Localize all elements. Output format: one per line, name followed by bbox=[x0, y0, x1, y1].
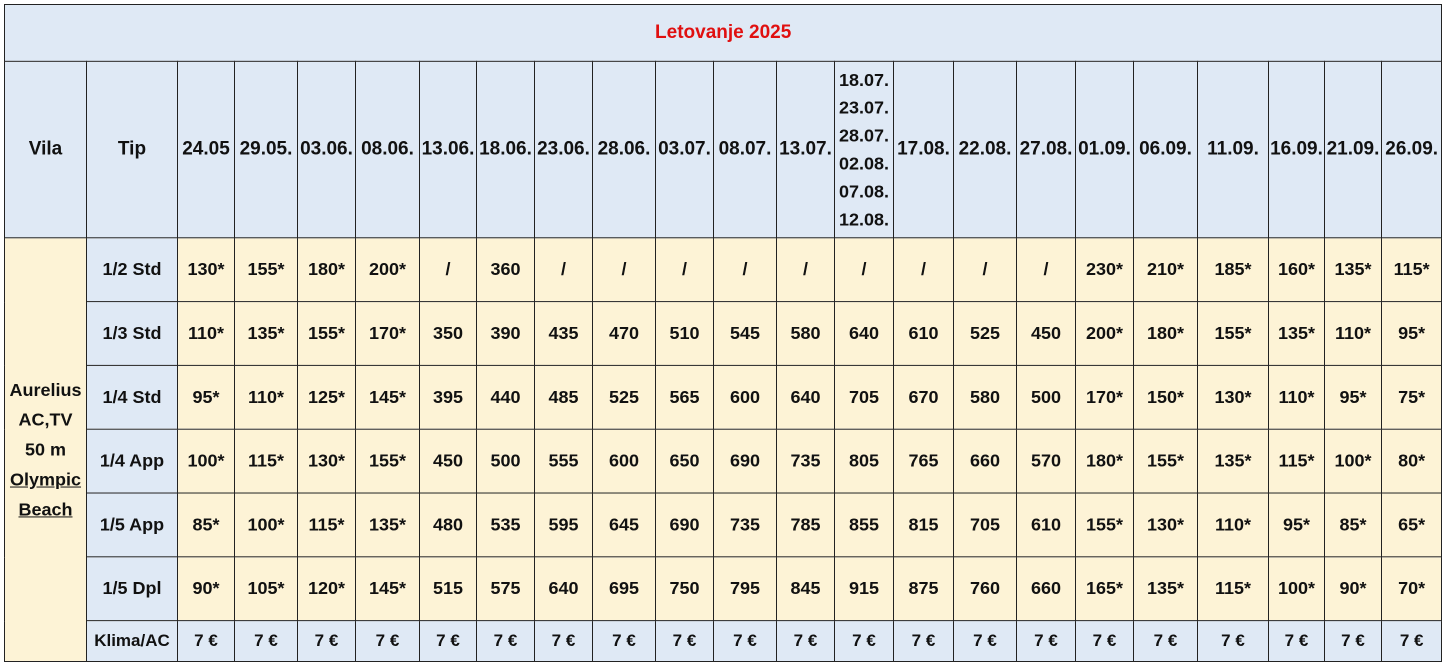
price-cell: 470 bbox=[593, 302, 656, 366]
price-cell: 155* bbox=[298, 302, 356, 366]
price-cell: / bbox=[535, 238, 593, 302]
ac-price-cell: 7 € bbox=[1134, 621, 1198, 662]
price-cell: 695 bbox=[593, 557, 656, 621]
price-cell: 640 bbox=[777, 365, 835, 429]
price-cell: 90* bbox=[178, 557, 235, 621]
header-date bbox=[477, 61, 535, 237]
room-type-cell: 1/5 App bbox=[87, 493, 178, 557]
header-date-label: 18.06. bbox=[479, 138, 532, 160]
price-cell: 115* bbox=[1269, 429, 1325, 493]
beach-link[interactable]: Olympic bbox=[9, 469, 82, 490]
header-date-label: 28.06. bbox=[597, 138, 651, 160]
price-cell: 650 bbox=[656, 429, 714, 493]
table-row bbox=[5, 493, 1442, 557]
price-cell: 115* bbox=[1382, 238, 1442, 302]
price-cell: 705 bbox=[835, 365, 894, 429]
price-cell: 735 bbox=[777, 429, 835, 493]
header-date-label: 06.09. bbox=[1139, 138, 1192, 160]
price-cell: 750 bbox=[656, 557, 714, 621]
price-table-body bbox=[5, 4, 1442, 661]
price-cell: 70* bbox=[1382, 557, 1442, 621]
price-cell: 660 bbox=[954, 429, 1017, 493]
price-cell: 185* bbox=[1198, 238, 1269, 302]
header-date bbox=[777, 61, 835, 237]
ac-price-cell: 7 € bbox=[1325, 621, 1382, 662]
ac-price-cell: 7 € bbox=[298, 621, 356, 662]
price-cell: 135* bbox=[1198, 429, 1269, 493]
price-cell: 135* bbox=[1325, 238, 1382, 302]
beach-link[interactable]: Beach bbox=[18, 499, 73, 520]
price-cell: 600 bbox=[593, 429, 656, 493]
price-cell: 145* bbox=[356, 557, 420, 621]
price-cell: 130* bbox=[178, 238, 235, 302]
ac-price-cell: 7 € bbox=[777, 621, 835, 662]
header-date bbox=[656, 61, 714, 237]
price-cell: 230* bbox=[1076, 238, 1134, 302]
price-cell: 805 bbox=[835, 429, 894, 493]
header-date-label: 08.06. bbox=[361, 138, 414, 160]
price-cell: 155* bbox=[235, 238, 298, 302]
header-date-label: 29.05. bbox=[239, 138, 293, 160]
price-cell: 450 bbox=[1017, 302, 1076, 366]
table-title: Letovanje 2025 bbox=[655, 21, 792, 43]
price-cell: 115* bbox=[1198, 557, 1269, 621]
price-cell: 640 bbox=[835, 302, 894, 366]
header-date bbox=[714, 61, 777, 237]
price-table bbox=[4, 4, 1442, 662]
price-cell: 580 bbox=[777, 302, 835, 366]
price-cell: 155* bbox=[356, 429, 420, 493]
price-cell: / bbox=[714, 238, 777, 302]
ac-price-cell: 7 € bbox=[593, 621, 656, 662]
price-cell: 150* bbox=[1134, 365, 1198, 429]
price-cell: 115* bbox=[298, 493, 356, 557]
table-row bbox=[5, 238, 1442, 302]
price-cell: 180* bbox=[298, 238, 356, 302]
price-cell: 595 bbox=[535, 493, 593, 557]
price-cell: / bbox=[894, 238, 954, 302]
ac-price-cell: 7 € bbox=[1198, 621, 1269, 662]
price-cell: 610 bbox=[894, 302, 954, 366]
price-cell: 545 bbox=[714, 302, 777, 366]
price-cell: 525 bbox=[593, 365, 656, 429]
price-cell: 100* bbox=[178, 429, 235, 493]
price-cell: 705 bbox=[954, 493, 1017, 557]
price-cell: / bbox=[835, 238, 894, 302]
ac-price-cell: 7 € bbox=[535, 621, 593, 662]
header-date-label: 03.07. bbox=[658, 138, 711, 160]
table-row bbox=[5, 302, 1442, 366]
price-cell: 95* bbox=[1382, 302, 1442, 366]
price-cell: 640 bbox=[535, 557, 593, 621]
ac-price-cell: 7 € bbox=[356, 621, 420, 662]
header-date-label: 01.09. bbox=[1078, 138, 1131, 160]
header-date-label: 23.07. bbox=[838, 97, 890, 118]
price-cell: 100* bbox=[235, 493, 298, 557]
ac-price-cell: 7 € bbox=[835, 621, 894, 662]
price-cell: 510 bbox=[656, 302, 714, 366]
header-date-label: 17.08. bbox=[897, 138, 950, 160]
ac-price-cell: 7 € bbox=[656, 621, 714, 662]
header-date-label: 16.09. bbox=[1270, 138, 1323, 160]
room-type-cell: 1/4 Std bbox=[87, 365, 178, 429]
price-cell: 155* bbox=[1076, 493, 1134, 557]
header-date bbox=[1017, 61, 1076, 237]
price-cell: 130* bbox=[1198, 365, 1269, 429]
villa-cell bbox=[5, 238, 87, 662]
price-cell: 610 bbox=[1017, 493, 1076, 557]
price-cell: 65* bbox=[1382, 493, 1442, 557]
price-cell: 580 bbox=[954, 365, 1017, 429]
price-cell: 670 bbox=[894, 365, 954, 429]
header-date-label: 11.09. bbox=[1207, 138, 1259, 160]
price-cell: 155* bbox=[1198, 302, 1269, 366]
price-cell: 875 bbox=[894, 557, 954, 621]
ac-price-cell: 7 € bbox=[477, 621, 535, 662]
ac-label-cell: Klima/AC bbox=[87, 621, 178, 662]
price-cell: 100* bbox=[1269, 557, 1325, 621]
header-date-label: 13.06. bbox=[421, 138, 475, 160]
price-cell: 500 bbox=[477, 429, 535, 493]
price-cell: 535 bbox=[477, 493, 535, 557]
price-cell: 110* bbox=[235, 365, 298, 429]
header-date bbox=[420, 61, 477, 237]
header-date-label: 28.07. bbox=[838, 125, 890, 146]
price-cell: 845 bbox=[777, 557, 835, 621]
price-cell: 165* bbox=[1076, 557, 1134, 621]
header-date-label: 07.08. bbox=[838, 181, 890, 202]
price-cell: 360 bbox=[477, 238, 535, 302]
price-cell: / bbox=[954, 238, 1017, 302]
header-date-label: 18.07. bbox=[838, 69, 890, 90]
price-cell: 570 bbox=[1017, 429, 1076, 493]
header-date bbox=[1198, 61, 1269, 237]
price-cell: 110* bbox=[1269, 365, 1325, 429]
price-cell: 815 bbox=[894, 493, 954, 557]
price-cell: 200* bbox=[356, 238, 420, 302]
header-date-label: 24.05 bbox=[182, 138, 230, 160]
price-cell: 435 bbox=[535, 302, 593, 366]
header-date-label: 27.08. bbox=[1019, 138, 1073, 160]
price-cell: 480 bbox=[420, 493, 477, 557]
room-type-cell: 1/3 Std bbox=[87, 302, 178, 366]
price-cell: 145* bbox=[356, 365, 420, 429]
price-cell: 645 bbox=[593, 493, 656, 557]
price-cell: 100* bbox=[1325, 429, 1382, 493]
price-cell: 390 bbox=[477, 302, 535, 366]
ac-price-cell: 7 € bbox=[1269, 621, 1325, 662]
header-date bbox=[835, 61, 894, 237]
price-cell: 485 bbox=[535, 365, 593, 429]
price-cell: / bbox=[777, 238, 835, 302]
header-date bbox=[593, 61, 656, 237]
price-cell: 760 bbox=[954, 557, 1017, 621]
room-type-cell: 1/5 Dpl bbox=[87, 557, 178, 621]
ac-price-cell: 7 € bbox=[1382, 621, 1442, 662]
price-cell: 90* bbox=[1325, 557, 1382, 621]
header-date bbox=[235, 61, 298, 237]
header-date bbox=[535, 61, 593, 237]
table-row bbox=[5, 557, 1442, 621]
price-cell: 515 bbox=[420, 557, 477, 621]
ac-price-cell: 7 € bbox=[178, 621, 235, 662]
price-cell: 95* bbox=[1269, 493, 1325, 557]
ac-price-cell: 7 € bbox=[954, 621, 1017, 662]
price-cell: 200* bbox=[1076, 302, 1134, 366]
header-date bbox=[894, 61, 954, 237]
price-cell: 135* bbox=[235, 302, 298, 366]
price-cell: 690 bbox=[656, 493, 714, 557]
header-date-label: 03.06. bbox=[300, 138, 353, 160]
ac-price-cell: 7 € bbox=[420, 621, 477, 662]
price-cell: 500 bbox=[1017, 365, 1076, 429]
header-tip: Tip bbox=[87, 61, 178, 237]
price-cell: 130* bbox=[1134, 493, 1198, 557]
ac-price-cell: 7 € bbox=[714, 621, 777, 662]
price-cell: 95* bbox=[178, 365, 235, 429]
header-date-label: 08.07. bbox=[718, 138, 772, 160]
header-date-label: 02.08. bbox=[838, 153, 890, 174]
ac-price-cell: 7 € bbox=[894, 621, 954, 662]
header-date bbox=[1134, 61, 1198, 237]
price-cell: 115* bbox=[235, 429, 298, 493]
price-cell: 170* bbox=[356, 302, 420, 366]
price-cell: / bbox=[1017, 238, 1076, 302]
price-cell: 660 bbox=[1017, 557, 1076, 621]
price-cell: 180* bbox=[1134, 302, 1198, 366]
header-date-label: 26.09. bbox=[1385, 138, 1439, 160]
price-cell: 170* bbox=[1076, 365, 1134, 429]
price-cell: 120* bbox=[298, 557, 356, 621]
header-date-label: 13.07. bbox=[779, 138, 832, 160]
price-cell: 450 bbox=[420, 429, 477, 493]
header-date bbox=[1325, 61, 1382, 237]
price-cell: 785 bbox=[777, 493, 835, 557]
price-cell: 690 bbox=[714, 429, 777, 493]
header-date-label: 21.09. bbox=[1326, 138, 1380, 160]
header-date bbox=[178, 61, 235, 237]
price-cell: 180* bbox=[1076, 429, 1134, 493]
price-cell: 855 bbox=[835, 493, 894, 557]
ac-row bbox=[5, 621, 1442, 662]
ac-price-cell: 7 € bbox=[1076, 621, 1134, 662]
header-vila: Vila bbox=[5, 61, 87, 237]
price-cell: 135* bbox=[1134, 557, 1198, 621]
price-cell: 395 bbox=[420, 365, 477, 429]
price-cell: / bbox=[593, 238, 656, 302]
header-date-label: 23.06. bbox=[537, 138, 590, 160]
price-cell: 160* bbox=[1269, 238, 1325, 302]
price-cell: 210* bbox=[1134, 238, 1198, 302]
price-cell: 155* bbox=[1134, 429, 1198, 493]
price-cell: 440 bbox=[477, 365, 535, 429]
header-date bbox=[298, 61, 356, 237]
room-type-cell: 1/4 App bbox=[87, 429, 178, 493]
price-cell: 95* bbox=[1325, 365, 1382, 429]
title-row bbox=[5, 4, 1442, 61]
header-date bbox=[356, 61, 420, 237]
villa-label: Aurelius bbox=[9, 379, 82, 400]
price-cell: 525 bbox=[954, 302, 1017, 366]
price-cell: 555 bbox=[535, 429, 593, 493]
price-cell: 125* bbox=[298, 365, 356, 429]
header-date bbox=[954, 61, 1017, 237]
table-row bbox=[5, 365, 1442, 429]
header-date bbox=[1076, 61, 1134, 237]
ac-price-cell: 7 € bbox=[1017, 621, 1076, 662]
header-date bbox=[1269, 61, 1325, 237]
price-cell: 85* bbox=[178, 493, 235, 557]
header-date bbox=[1382, 61, 1442, 237]
price-cell: 600 bbox=[714, 365, 777, 429]
price-cell: / bbox=[656, 238, 714, 302]
villa-label: AC,TV bbox=[18, 409, 73, 430]
price-cell: 350 bbox=[420, 302, 477, 366]
price-cell: 135* bbox=[1269, 302, 1325, 366]
price-cell: 80* bbox=[1382, 429, 1442, 493]
price-cell: / bbox=[420, 238, 477, 302]
price-cell: 110* bbox=[1198, 493, 1269, 557]
price-cell: 565 bbox=[656, 365, 714, 429]
ac-price-cell: 7 € bbox=[235, 621, 298, 662]
header-date-label: 12.08. bbox=[838, 209, 890, 230]
header-row bbox=[5, 61, 1442, 237]
room-type-cell: 1/2 Std bbox=[87, 238, 178, 302]
price-cell: 130* bbox=[298, 429, 356, 493]
villa-label: 50 m bbox=[24, 439, 67, 460]
price-cell: 915 bbox=[835, 557, 894, 621]
table-title-cell bbox=[5, 4, 1442, 61]
price-cell: 795 bbox=[714, 557, 777, 621]
table-row bbox=[5, 429, 1442, 493]
price-cell: 110* bbox=[178, 302, 235, 366]
price-cell: 110* bbox=[1325, 302, 1382, 366]
price-cell: 735 bbox=[714, 493, 777, 557]
price-cell: 105* bbox=[235, 557, 298, 621]
price-cell: 75* bbox=[1382, 365, 1442, 429]
price-cell: 765 bbox=[894, 429, 954, 493]
header-date-label: 22.08. bbox=[958, 138, 1012, 160]
price-cell: 135* bbox=[356, 493, 420, 557]
price-cell: 85* bbox=[1325, 493, 1382, 557]
price-cell: 575 bbox=[477, 557, 535, 621]
